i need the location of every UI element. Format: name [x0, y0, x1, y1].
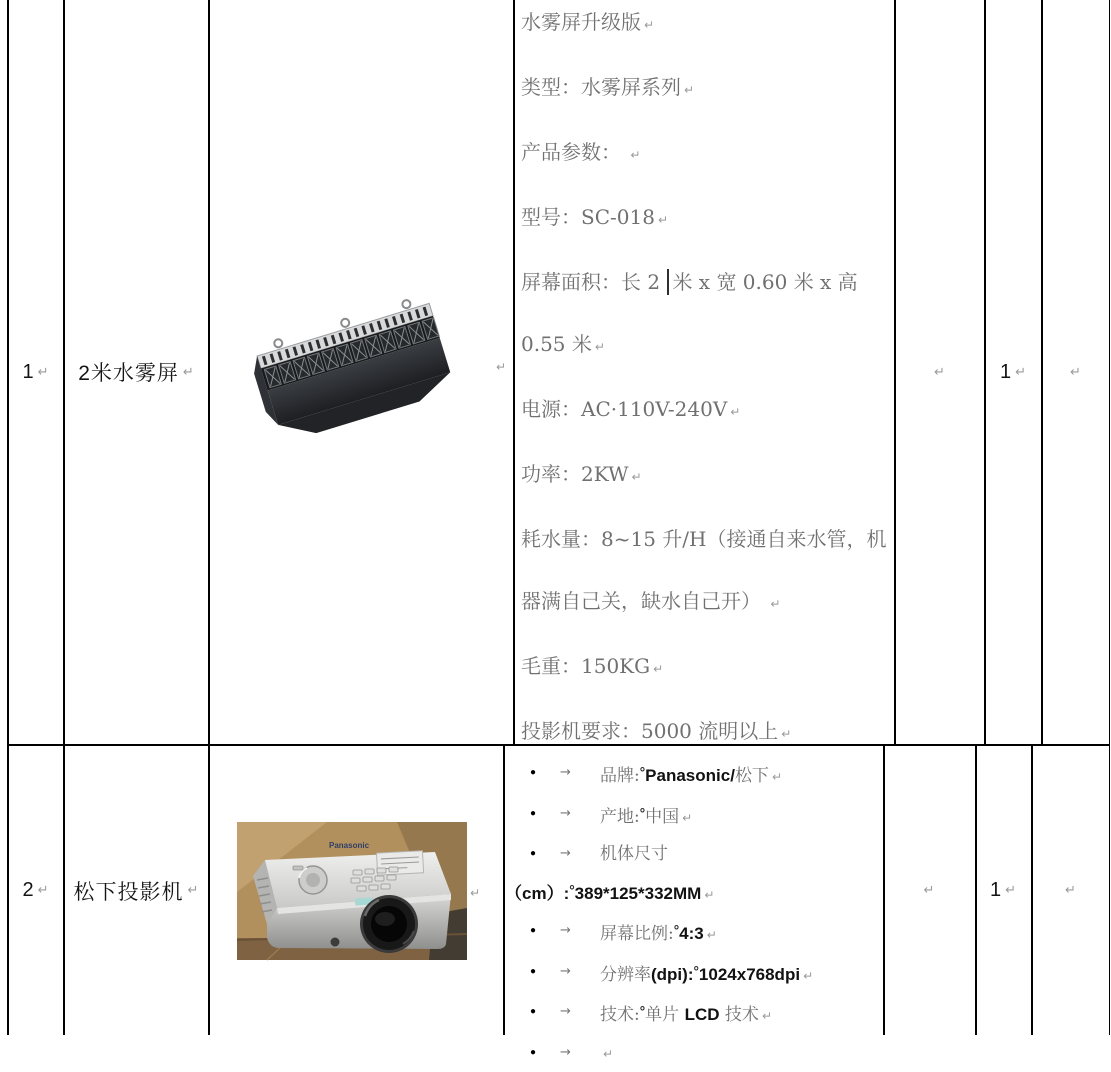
row2-specs-cell[interactable] [503, 755, 880, 1072]
table-border [208, 746, 210, 1035]
paragraph-mark-icon: ↵ [727, 405, 740, 419]
bullet-icon: ● [530, 1035, 536, 1071]
paragraph-mark-icon: ↵ [496, 360, 506, 374]
paragraph-mark-icon: ↵ [767, 597, 780, 611]
row1-quantity-cell[interactable] [986, 0, 1040, 744]
tab-mark-icon: → [560, 913, 571, 949]
paragraph-mark-icon: ↵ [924, 883, 935, 898]
text-run: 耗水量：8~15 升/H（接通自来水管，机器满自己关，缺水自己开） [521, 527, 886, 613]
text-run: 1024x768dpi [699, 965, 800, 984]
paragraph-mark-icon: ↵ [188, 883, 199, 898]
projector-brand-label: Panasonic [329, 841, 370, 850]
text-run: 松下 [735, 766, 769, 786]
space-mark-icon: ° [640, 1004, 645, 1019]
row2-quantity-cell[interactable] [977, 746, 1029, 1035]
paragraph-mark-icon: ↵ [627, 148, 640, 162]
text-run: (dpi): [651, 965, 693, 984]
text-run: LCD [685, 1005, 720, 1024]
paragraph-mark-icon: ↵ [1015, 365, 1026, 380]
tab-mark-icon: → [560, 755, 571, 791]
water-mist-screen-image[interactable] [252, 283, 448, 435]
spec-line [521, 635, 892, 700]
text-run: 型号：SC-018 [521, 205, 655, 229]
space-mark-icon: ° [640, 806, 645, 821]
bullet-icon: ● [530, 994, 536, 1030]
text-run: （cm）: [505, 884, 569, 903]
water-mist-screen-photo [252, 283, 448, 435]
spec-line [521, 121, 892, 186]
text-run: 水雾屏升级版 [521, 10, 641, 34]
paragraph-mark-icon: ↵ [704, 928, 717, 942]
paragraph-mark-icon: ↵ [650, 662, 663, 676]
spec-line [503, 755, 880, 796]
table-border [1109, 746, 1111, 1035]
text-run: 屏幕比例: [600, 924, 674, 944]
space-mark-icon: ° [693, 964, 698, 979]
space-mark-icon: ° [640, 765, 645, 780]
spec-line [503, 994, 880, 1035]
spec-line [521, 378, 892, 443]
paragraph-mark-icon: ↵ [800, 969, 813, 983]
bullet-icon: ● [530, 954, 536, 990]
spec-line [521, 186, 892, 251]
tab-mark-icon: → [560, 994, 571, 1030]
text-run: 投影机要求：5000 流明以上 [521, 719, 778, 743]
table-border [513, 0, 515, 744]
tab-mark-icon: → [560, 796, 571, 832]
text-run: 产地: [600, 807, 640, 827]
paragraph-mark-icon: ↵ [679, 811, 692, 825]
spec-line [503, 913, 880, 954]
text-run: 单片 [645, 1005, 684, 1025]
text-run: 类型：水雾屏系列 [521, 75, 681, 99]
text-run: 389*125*332MM [575, 884, 702, 903]
spec-line [521, 0, 892, 56]
space-mark-icon: ° [674, 923, 679, 938]
quantity-value: 1 [990, 879, 1001, 902]
paragraph-mark-icon: ↵ [38, 883, 49, 898]
text-cursor [667, 269, 669, 295]
text-run: 机体尺寸 [600, 844, 668, 864]
row-index: 1 [22, 361, 33, 384]
spec-line [521, 508, 892, 635]
row-index: 2 [22, 879, 33, 902]
panasonic-projector-photo [237, 822, 467, 960]
row2-empty-cell-1[interactable] [885, 746, 973, 1035]
product-name: 松下投影机 [74, 876, 184, 906]
space-mark-icon: ° [569, 883, 574, 898]
paragraph-mark-icon: ↵ [1070, 365, 1081, 380]
text-run: Panasonic/ [645, 766, 735, 785]
spec-line [521, 56, 892, 121]
bullet-icon: ● [530, 796, 536, 832]
paragraph-mark-icon: ↵ [1005, 883, 1016, 898]
row1-empty-cell-1[interactable] [896, 0, 983, 744]
text-run: 功率：2KW [521, 462, 629, 486]
paragraph-mark-icon: ↵ [470, 886, 480, 900]
table-border [208, 0, 210, 744]
tab-mark-icon: → [560, 1035, 571, 1071]
bullet-icon: ● [530, 836, 536, 872]
text-run: 品牌: [600, 766, 640, 786]
paragraph-mark-icon: ↵ [641, 18, 654, 32]
paragraph-mark-icon: ↵ [600, 1047, 613, 1061]
text-run: 毛重：150KG [521, 654, 650, 678]
paragraph-mark-icon: ↵ [759, 1009, 772, 1023]
paragraph-mark-icon: ↵ [1065, 883, 1076, 898]
quantity-value: 1 [1000, 361, 1011, 384]
text-run: 技术: [600, 1005, 640, 1025]
spec-line [503, 796, 880, 837]
row2-index-cell[interactable] [9, 746, 62, 1035]
text-run: 4:3 [679, 924, 704, 943]
row1-empty-cell-2[interactable] [1043, 0, 1108, 744]
text-run: 技术 [720, 1005, 759, 1025]
product-name: 2米水雾屏 [78, 357, 179, 387]
text-run: 产品参数： [521, 140, 627, 164]
paragraph-mark-icon: ↵ [681, 83, 694, 97]
paragraph-mark-icon: ↵ [655, 213, 668, 227]
panasonic-projector-image[interactable] [237, 822, 467, 960]
text-run: 中国 [645, 807, 679, 827]
table-border [1109, 0, 1111, 744]
row1-index-cell[interactable] [9, 0, 62, 744]
row2-name-cell[interactable] [65, 746, 207, 1035]
text-run: 屏幕面积：长 2 [521, 270, 666, 294]
paragraph-mark-icon: ↵ [38, 365, 49, 380]
paragraph-mark-icon: ↵ [183, 365, 194, 380]
paragraph-mark-icon: ↵ [778, 727, 791, 741]
row1-name-cell[interactable] [65, 0, 207, 744]
paragraph-mark-icon: ↵ [934, 365, 945, 380]
spec-line [503, 873, 880, 914]
spec-line [503, 836, 880, 873]
bullet-icon: ● [530, 913, 536, 949]
paragraph-mark-icon: ↵ [701, 888, 714, 902]
spec-line [503, 1035, 880, 1072]
spec-line [521, 443, 892, 508]
row1-specs-cell[interactable] [521, 0, 892, 765]
tab-mark-icon: → [560, 836, 571, 872]
spec-line [521, 251, 892, 378]
paragraph-mark-icon: ↵ [769, 770, 782, 784]
row2-empty-cell-2[interactable] [1033, 746, 1108, 1035]
bullet-icon: ● [530, 755, 536, 791]
spec-line [503, 954, 880, 995]
paragraph-mark-icon: ↵ [592, 340, 605, 354]
text-run: 电源：AC·110V-240V [521, 397, 727, 421]
paragraph-mark-icon: ↵ [629, 470, 642, 484]
text-run: 分辨率 [600, 965, 651, 985]
text-run: 米 x 宽 0.60 米 x 高 0.55 米 [521, 270, 858, 356]
tab-mark-icon: → [560, 954, 571, 990]
